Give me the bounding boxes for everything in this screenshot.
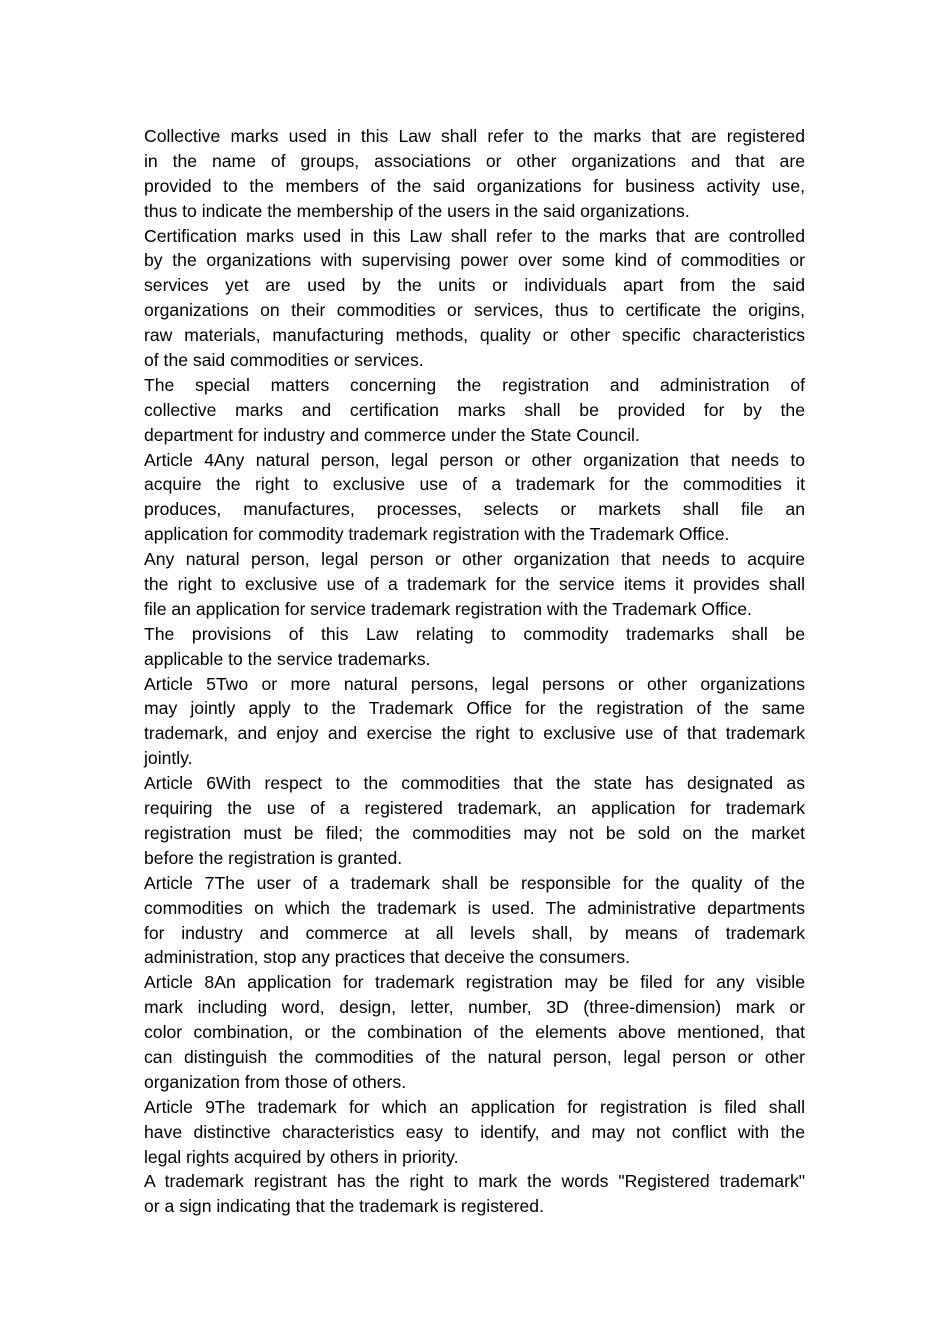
text-line: application for commodity trademark registration with the Trademark Office. <box>144 524 730 545</box>
paragraph <box>144 622 805 672</box>
text-line: the right to exclusive use of a trademark for the service items it provides shall <box>144 574 805 595</box>
text-line: A trademark registrant has the right to mark the words "Registered trademark" <box>144 1171 805 1192</box>
text-line: Collective marks used in this Law shall refer to the marks that are registered <box>144 126 805 146</box>
text-line: have distinctive characteristics easy to identify, and may not conflict with the <box>144 1121 805 1142</box>
text-line: may jointly apply to the Trademark Office for the registration of the same <box>144 698 805 719</box>
paragraph <box>144 1169 805 1219</box>
text-line: requiring the use of a registered trademark, an application for trademark <box>144 798 805 819</box>
paragraph <box>144 871 805 971</box>
text-line: collective marks and certification marks shall be provided for by the <box>144 399 805 420</box>
text-line: before the registration is granted. <box>144 847 403 868</box>
text-line: The provisions of this Law relating to commodity trademarks shall be <box>144 623 805 644</box>
text-line: Any natural person, legal person or other organization that needs to acquire <box>144 549 805 570</box>
text-line: of the said commodities or services. <box>144 350 424 371</box>
paragraph <box>144 224 805 373</box>
text-line: registration must be filed; the commodities may not be sold on the market <box>144 822 805 843</box>
text-line: thus to indicate the membership of the users in the said organizations. <box>144 200 690 221</box>
text-line: Article 6With respect to the commodities that the state has designated as <box>144 773 805 794</box>
text-line: organizations on their commodities or services, thus to certificate the origins, <box>144 300 805 321</box>
paragraph <box>144 1095 805 1170</box>
text-line: produces, manufactures, processes, selects or markets shall file an <box>144 499 805 520</box>
text-line: by the organizations with supervising power over some kind of commodities or <box>144 250 805 271</box>
text-line: commodities on which the trademark is used. The administrative departments <box>144 897 805 918</box>
text-line: file an application for service trademark registration with the Trademark Office. <box>144 598 752 619</box>
text-line: for industry and commerce at all levels shall, by means of trademark <box>144 922 805 943</box>
text-line: services yet are used by the units or individuals apart from the said <box>144 275 805 296</box>
document-body <box>144 124 805 1219</box>
text-line: Article 8An application for trademark registration may be filed for any visible <box>144 972 805 993</box>
paragraph <box>144 672 805 772</box>
text-line: Certification marks used in this Law shall refer to the marks that are controlled <box>144 225 805 246</box>
text-line: legal rights acquired by others in priority. <box>144 1146 459 1167</box>
text-line: or a sign indicating that the trademark is registered. <box>144 1196 544 1217</box>
text-line: can distinguish the commodities of the natural person, legal person or other <box>144 1046 805 1067</box>
paragraph <box>144 771 805 871</box>
text-line: mark including word, design, letter, number, 3D (three-dimension) mark or <box>144 997 805 1018</box>
text-line: acquire the right to exclusive use of a trademark for the commodities it <box>144 474 805 495</box>
text-line: raw materials, manufacturing methods, quality or other specific characteristics <box>144 325 805 346</box>
paragraph <box>144 124 805 224</box>
text-line: Article 7The user of a trademark shall be responsible for the quality of the <box>144 872 805 893</box>
paragraph <box>144 448 805 548</box>
text-line: department for industry and commerce under the State Council. <box>144 424 640 445</box>
paragraph <box>144 373 805 448</box>
text-line: administration, stop any practices that deceive the consumers. <box>144 947 631 968</box>
text-line: jointly. <box>144 748 193 769</box>
text-line: Article 9The trademark for which an application for registration is filed shall <box>144 1096 805 1117</box>
text-line: The special matters concerning the registration and administration of <box>144 374 805 395</box>
text-line: Article 5Two or more natural persons, legal persons or other organizations <box>144 673 805 694</box>
text-line: in the name of groups, associations or other organizations and that are <box>144 150 805 171</box>
paragraph <box>144 547 805 622</box>
text-line: applicable to the service trademarks. <box>144 648 431 669</box>
text-line: color combination, or the combination of the elements above mentioned, that <box>144 1022 805 1043</box>
text-line: provided to the members of the said organizations for business activity use, <box>144 175 805 196</box>
text-line: Article 4Any natural person, legal person or other organization that needs to <box>144 449 805 470</box>
paragraph <box>144 970 805 1094</box>
text-line: organization from those of others. <box>144 1071 407 1092</box>
text-line: trademark, and enjoy and exercise the right to exclusive use of that trademark <box>144 723 805 744</box>
